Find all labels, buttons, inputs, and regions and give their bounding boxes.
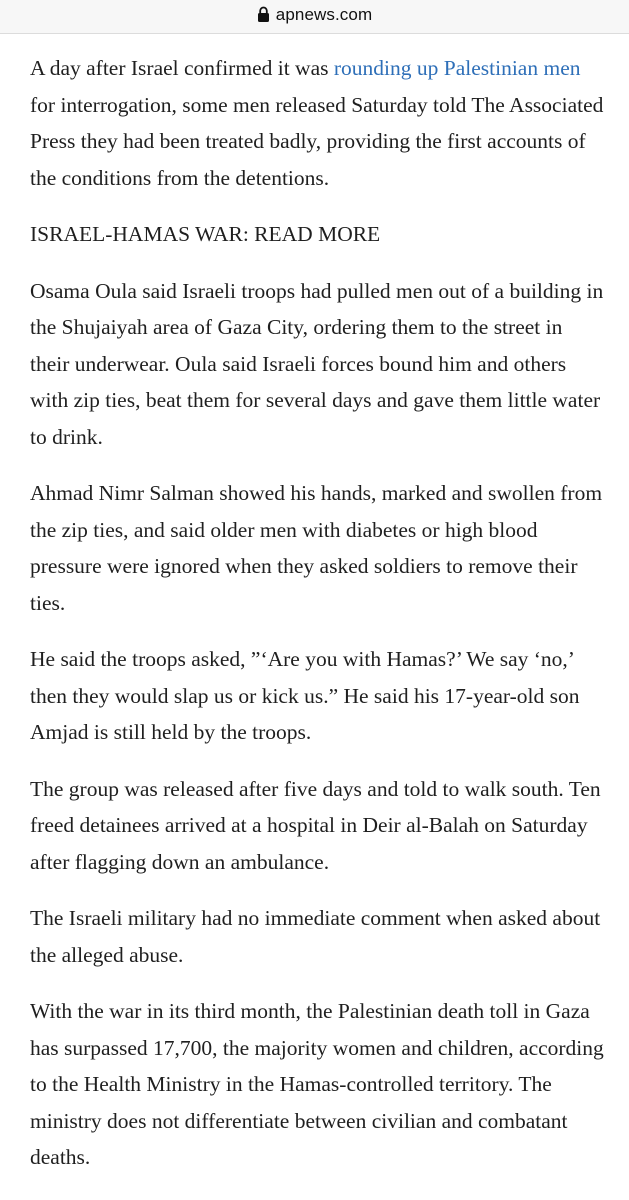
rounding-up-link[interactable]: rounding up Palestinian men — [333, 56, 581, 80]
read-more-heading[interactable]: ISRAEL-HAMAS WAR: READ MORE — [30, 222, 381, 246]
address-bar-content[interactable] — [257, 5, 372, 25]
lock-icon — [257, 6, 270, 23]
paragraph-intro — [30, 50, 605, 196]
paragraph-ahmad-salman: Ahmad Nimr Salman showed his hands, marked and swollen from the zip ties, and said older men with diabetes or high blood pressure were ignored when they asked soldiers to remove their ties. — [30, 481, 603, 615]
paragraph-osama-oula: Osama Oula said Israeli troops had pulled men out of a building in the Shujaiyah area of Gaza City, ordering them to the street in their underwear. Oula said Israeli forces bound him and others with zip ties, beat them for several days and gave them little water to drink. — [30, 278, 604, 449]
article-body — [30, 50, 605, 1196]
url-text[interactable]: apnews.com — [275, 4, 373, 24]
intro-text-after: for interrogation, some men released Saturday told The Associated Press they had been treated badly, providing the first accounts of the conditions from the detentions. — [30, 92, 604, 190]
address-bar[interactable] — [0, 0, 629, 34]
paragraph-death-toll: With the war in its third month, the Palestinian death toll in Gaza has surpassed 17,700, the majority women and children, according to the Health Ministry in the Hamas-controlled territory. The ministry does not differentiate between civilian and combatant deaths. — [30, 999, 604, 1169]
paragraph-release: The group was released after five days and told to walk south. Ten freed detainees arrived at a hospital in Deir al-Balah on Saturday after flagging down an ambulance. — [30, 776, 601, 874]
paragraph-military-comment: The Israeli military had no immediate comment when asked about the alleged abuse. — [30, 906, 601, 967]
paragraph-troops-quote: He said the troops asked, ”‘Are you with Hamas?’ We say ‘no,’ then they would slap us or kick us.” He said his 17-year-old son Amjad is still held by the troops. — [30, 647, 580, 744]
intro-text-before: A day after Israel confirmed it was — [30, 56, 334, 80]
